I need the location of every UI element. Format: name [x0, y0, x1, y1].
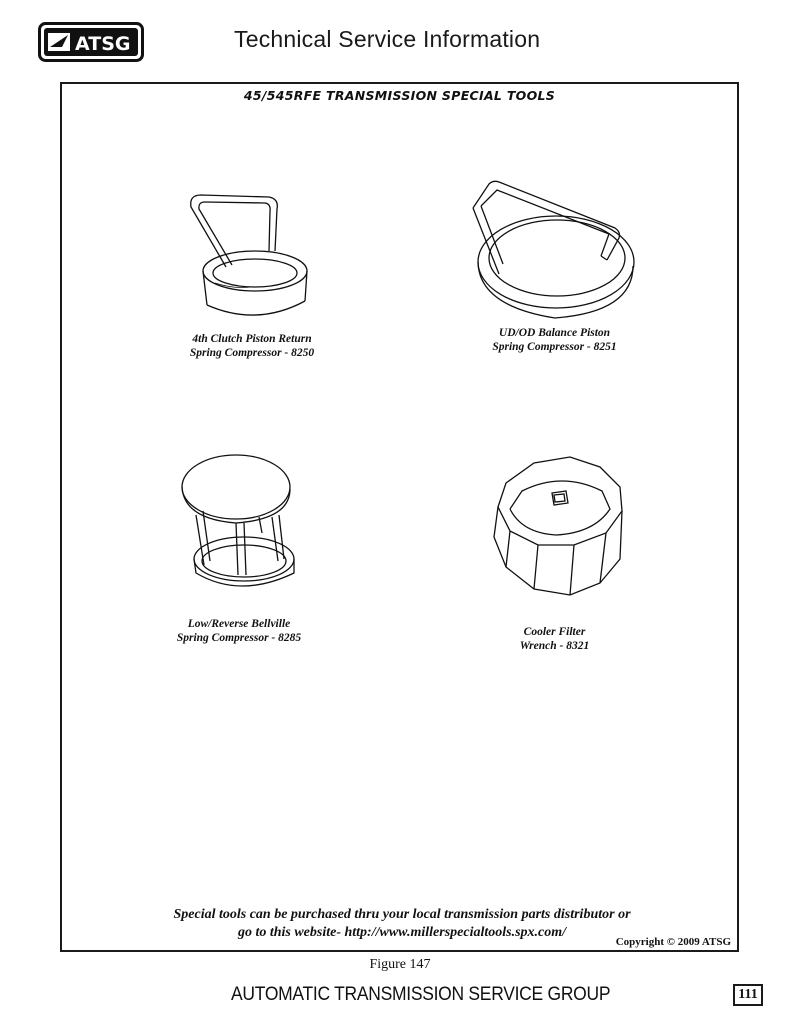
- tool-8321-number: Wrench - 8321: [519, 640, 590, 652]
- tool-8285: [158, 449, 320, 645]
- tool-8321-name: Cooler Filter: [523, 626, 586, 638]
- purchase-note: [122, 906, 682, 942]
- tool-8285-name: Low/Reverse Bellville: [187, 618, 291, 630]
- atsg-logo: [38, 22, 144, 62]
- footer-org: AUTOMATIC TRANSMISSION SERVICE GROUP: [231, 984, 611, 1005]
- page-number: 111: [733, 984, 763, 1006]
- tool-8250-name: 4th Clutch Piston Return: [192, 333, 312, 345]
- tool-8321: [482, 449, 627, 653]
- tool-8251-illustration: [465, 178, 645, 324]
- tool-8285-illustration: [174, 449, 304, 597]
- tool-8251-number: Spring Compressor - 8251: [492, 341, 617, 353]
- figure-frame: [60, 82, 739, 952]
- tool-8250: [162, 189, 342, 360]
- figure-label: Figure 147: [369, 957, 431, 972]
- tool-8250-number: Spring Compressor - 8250: [189, 347, 315, 359]
- svg-text:ATSG: ATSG: [75, 33, 131, 55]
- tool-8285-number: Spring Compressor - 8285: [176, 632, 302, 644]
- tool-8250-illustration: [177, 189, 327, 324]
- tool-8321-illustration: [482, 449, 632, 599]
- purchase-note-line1: Special tools can be purchased thru your local transmission parts distributor or: [173, 907, 631, 922]
- tool-8251-name: UD/OD Balance Piston: [498, 327, 611, 339]
- document-title: 45/545RFE TRANSMISSION SPECIAL TOOLS: [243, 88, 556, 103]
- tool-8251: [462, 178, 647, 354]
- purchase-note-line2: go to this website- http://www.millerspecialtools.spx.com/: [237, 925, 567, 940]
- header-title: Technical Service Information: [234, 26, 541, 52]
- copyright: Copyright © 2009 ATSG: [615, 936, 731, 948]
